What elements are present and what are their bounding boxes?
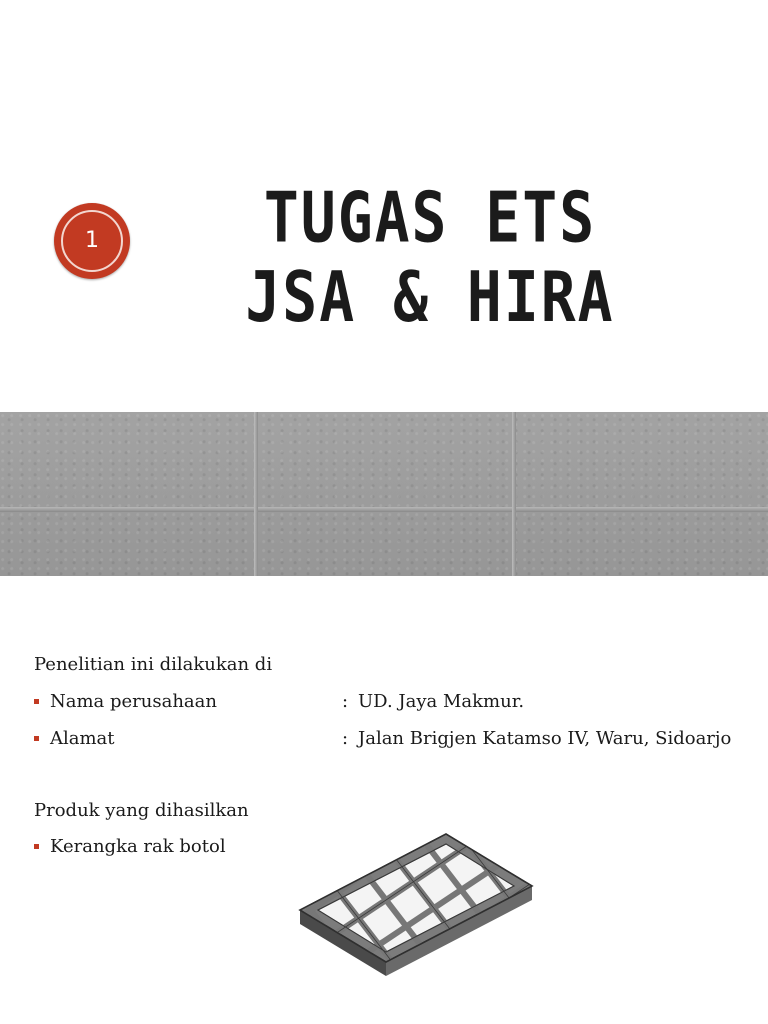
band-seam-horizontal (0, 507, 768, 512)
product-heading: Produk yang dihasilkan (34, 800, 249, 821)
address-label: Alamat (50, 728, 115, 749)
bullet-icon (34, 736, 39, 741)
company-value: UD. Jaya Makmur. (358, 691, 525, 712)
bullet-icon (34, 844, 39, 849)
company-label: Nama perusahaan (50, 691, 217, 712)
bottle-rack-frame-icon (296, 830, 536, 980)
separator: : (342, 728, 349, 749)
title-line-1: TUGAS ETS (263, 176, 597, 259)
separator: : (342, 691, 349, 712)
title-line-2: JSA & HIRA (245, 256, 615, 338)
slide-number: 1 (85, 228, 99, 253)
slide-number-badge (54, 203, 130, 279)
slide-title (240, 178, 620, 336)
research-intro: Penelitian ini dilakukan di (34, 654, 273, 675)
address-value: Jalan Brigjen Katamso IV, Waru, Sidoarjo (358, 728, 732, 749)
concrete-texture-band (0, 412, 768, 576)
product-label: Kerangka rak botol (50, 836, 226, 857)
band-seam-vertical (512, 412, 516, 576)
bullet-icon (34, 699, 39, 704)
band-seam-vertical (254, 412, 258, 576)
